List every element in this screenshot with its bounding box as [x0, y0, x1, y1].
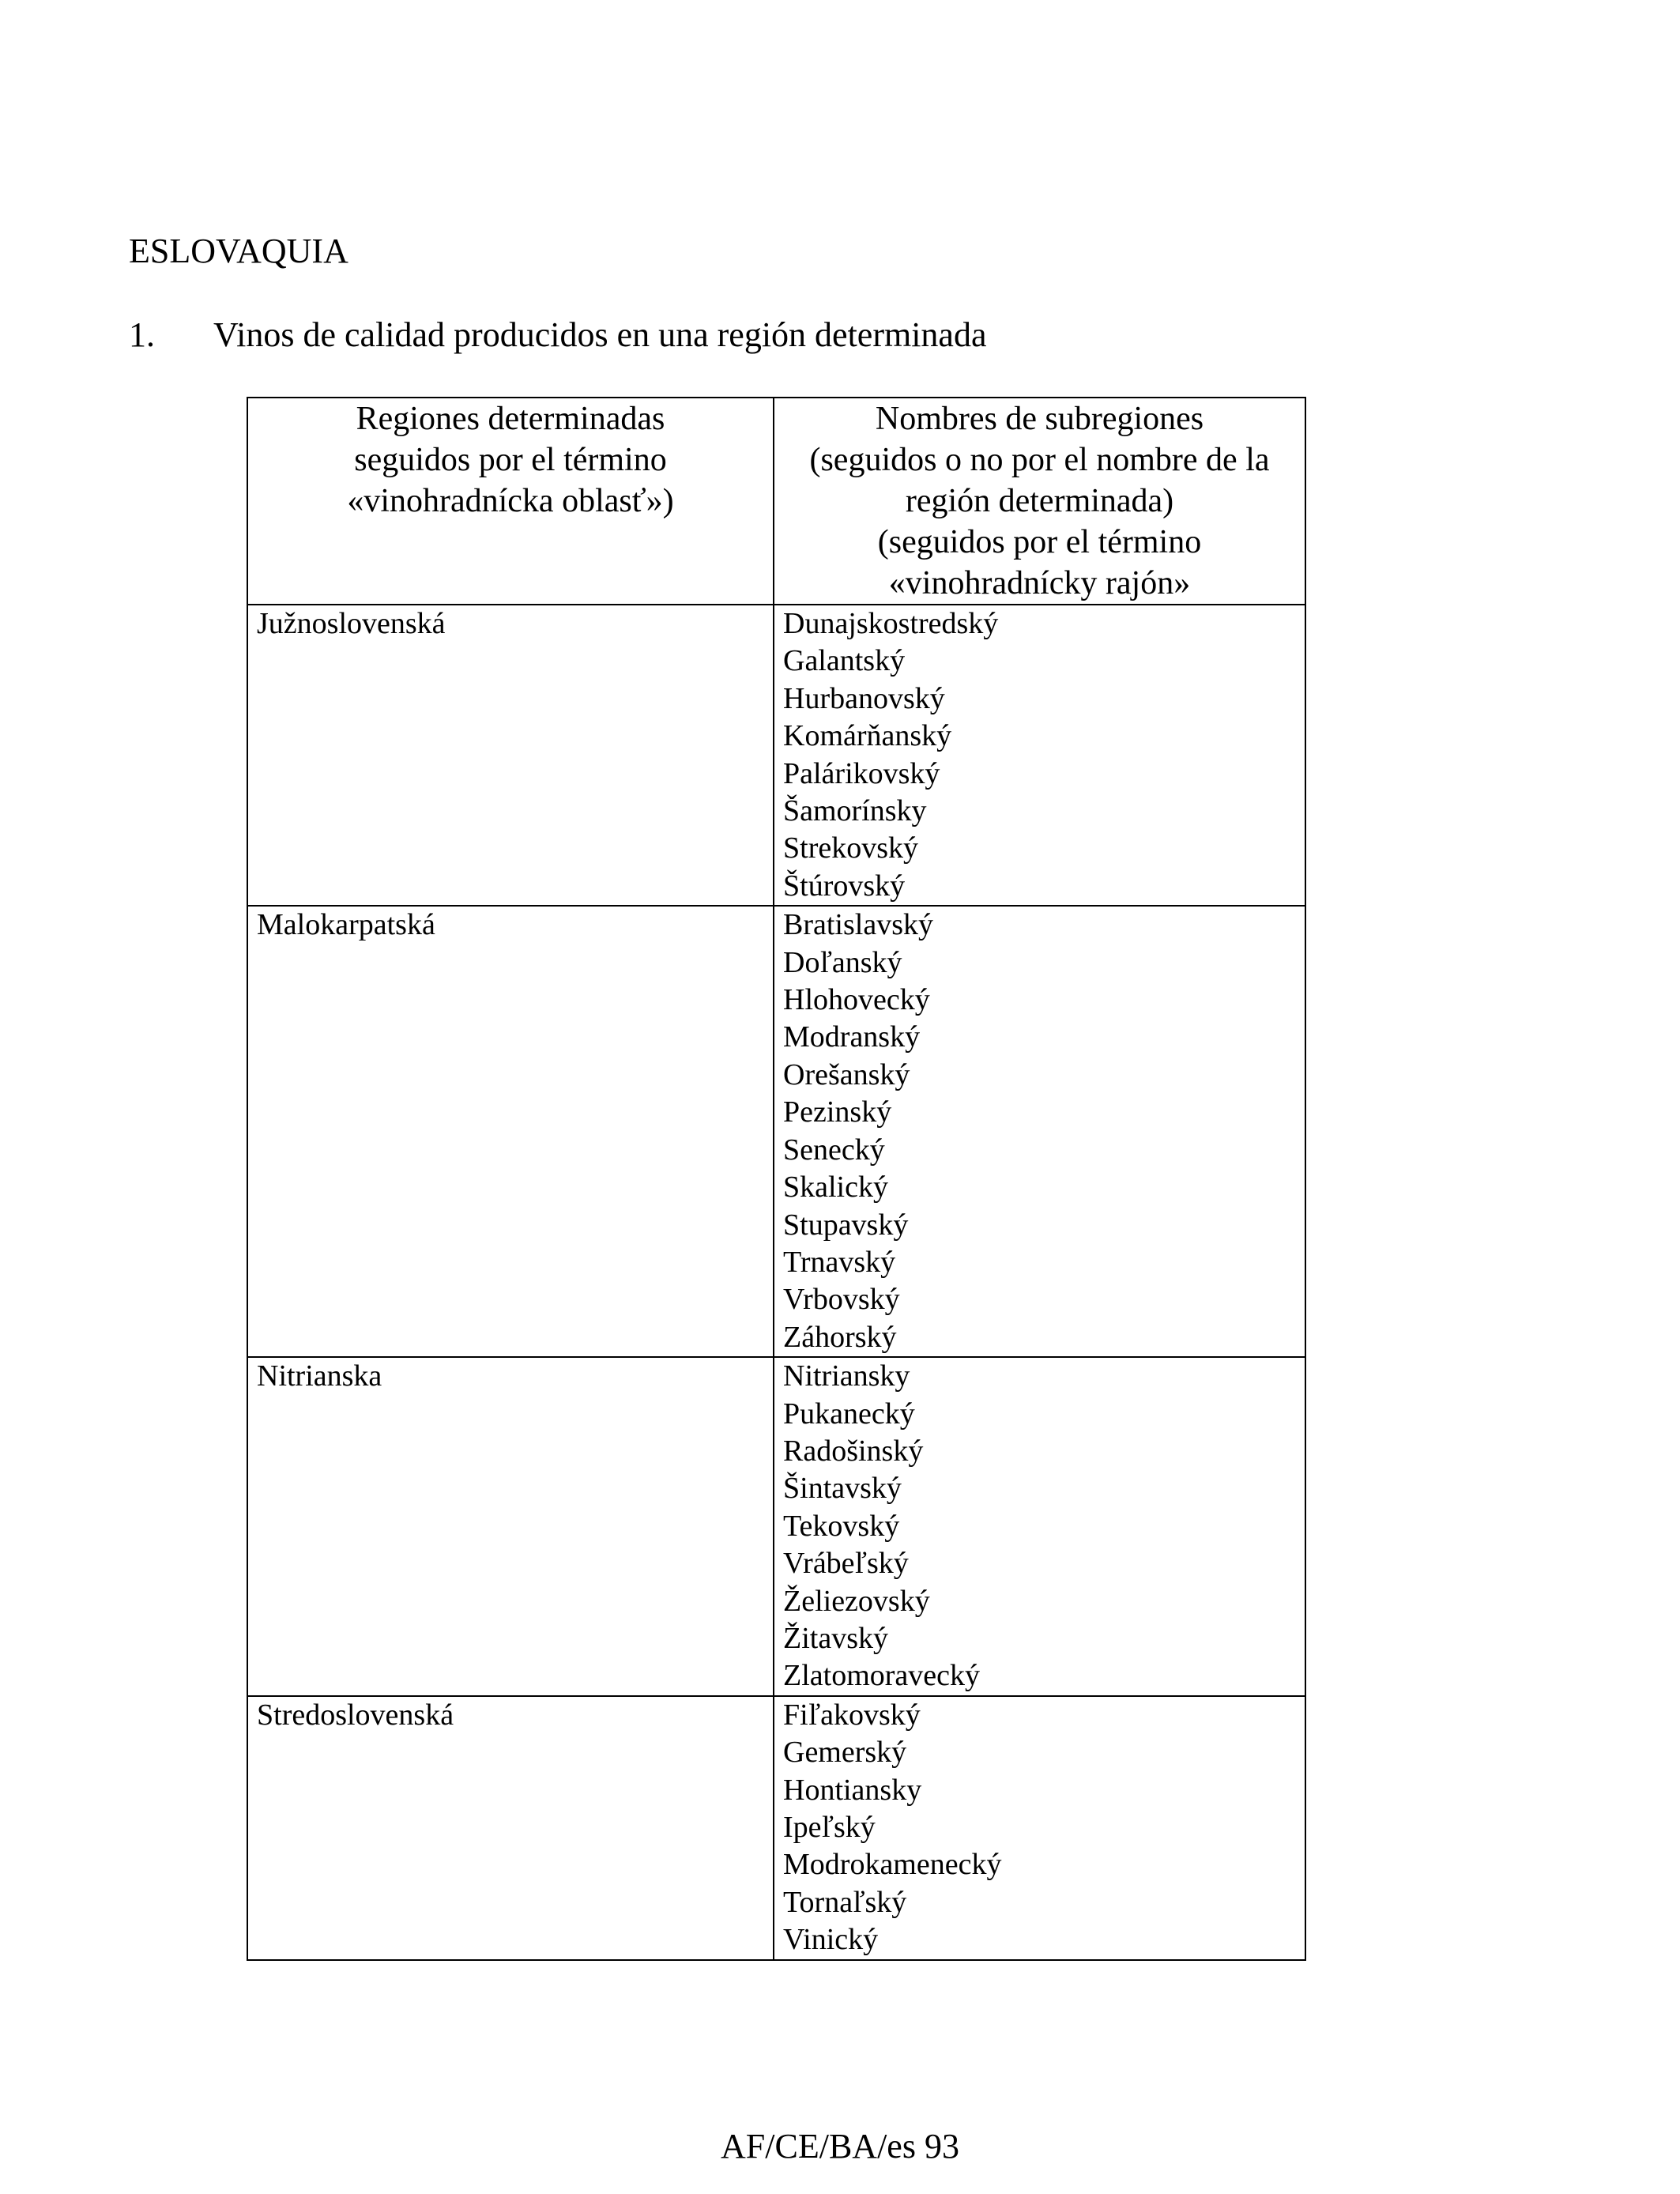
subregion-item: Palárikovský: [783, 756, 940, 790]
footer-reference: AF/CE/BA/es 93: [721, 2127, 959, 2166]
subregion-item: Vrbovský: [783, 1283, 900, 1317]
section-number: 1.: [129, 315, 155, 354]
subregion-item: Fiľakovský: [783, 1698, 921, 1732]
subregion-item: Orešanský: [783, 1057, 910, 1091]
subregion-item: Tekovský: [783, 1509, 900, 1543]
subregion-item: Galantský: [783, 644, 906, 678]
subregion-item: Tornaľský: [783, 1885, 907, 1919]
subregion-item: Hontiansky: [783, 1773, 922, 1807]
region-name-cell: Južnoslovenská: [247, 605, 774, 906]
subregion-item: Želiezovský: [783, 1584, 930, 1618]
country-title: ESLOVAQUIA: [129, 232, 348, 270]
header-subregions-line: (seguidos o no por el nombre de la: [809, 442, 1270, 478]
subregion-item: Vrábeľský: [783, 1547, 909, 1581]
subregion-item: Trnavský: [783, 1245, 896, 1279]
header-subregions-line: región determinada): [905, 483, 1174, 519]
subregion-item: Pukanecký: [783, 1397, 915, 1431]
subregion-item: Radošinský: [783, 1434, 924, 1468]
subregion-item: Skalický: [783, 1171, 888, 1204]
header-regions: [247, 398, 774, 605]
regions-table: [247, 397, 1306, 1961]
subregion-list: [783, 1697, 1305, 1959]
header-subregions-line: (seguidos por el término: [877, 524, 1202, 560]
table-row: [247, 605, 1305, 906]
subregion-item: Dunajskostredský: [783, 607, 999, 640]
subregion-item: Gemerský: [783, 1736, 907, 1770]
table-body: [247, 605, 1305, 1960]
header-subregions-line: «vinohradnícky rajón»: [888, 565, 1191, 601]
subregion-item: Nitriansky: [783, 1359, 910, 1393]
table-row: [247, 1357, 1305, 1696]
subregions-cell: [774, 605, 1305, 906]
subregion-item: Ipeľský: [783, 1811, 876, 1844]
section-heading: [129, 313, 986, 357]
subregion-item: Vinický: [783, 1923, 879, 1957]
table-row: [247, 906, 1305, 1357]
region-name-cell: Stredoslovenská: [247, 1696, 774, 1960]
subregion-item: Pezinský: [783, 1095, 892, 1129]
subregions-cell: [774, 906, 1305, 1357]
subregion-item: Modranský: [783, 1020, 921, 1054]
subregion-item: Komárňanský: [783, 719, 952, 753]
header-regions-line: Regiones determinadas: [356, 401, 665, 437]
header-subregions: [774, 398, 1305, 605]
subregions-cell: [774, 1357, 1305, 1696]
subregion-list: [783, 605, 1305, 905]
subregion-item: Doľanský: [783, 945, 902, 979]
subregion-item: Bratislavský: [783, 908, 933, 942]
region-name-cell: Malokarpatská: [247, 906, 774, 1357]
subregion-item: Záhorský: [783, 1320, 897, 1354]
subregion-item: Hlohovecký: [783, 983, 930, 1017]
section-title: Vinos de calidad producidos en una región determinada: [213, 315, 987, 354]
subregion-item: Zlatomoravecký: [783, 1659, 981, 1693]
subregion-item: Šamorínsky: [783, 794, 927, 828]
subregions-cell: [774, 1696, 1305, 1960]
header-subregions-line: Nombres de subregiones: [875, 401, 1204, 437]
subregion-item: Žitavský: [783, 1621, 888, 1655]
subregion-item: Šintavský: [783, 1472, 902, 1506]
subregion-item: Štúrovský: [783, 869, 906, 903]
subregion-item: Modrokamenecký: [783, 1848, 1002, 1882]
subregion-list: [783, 907, 1305, 1356]
subregion-item: Stupavský: [783, 1208, 909, 1242]
header-regions-line: seguidos por el término: [354, 442, 667, 478]
subregion-item: Senecký: [783, 1133, 885, 1167]
table-row: [247, 1696, 1305, 1960]
subregion-item: Hurbanovský: [783, 681, 945, 715]
subregion-list: [783, 1358, 1305, 1695]
subregion-item: Strekovský: [783, 831, 918, 865]
region-name-cell: Nitrianska: [247, 1357, 774, 1696]
table-header-row: [247, 398, 1305, 605]
header-regions-line: «vinohradnícka oblasť»): [347, 483, 674, 519]
